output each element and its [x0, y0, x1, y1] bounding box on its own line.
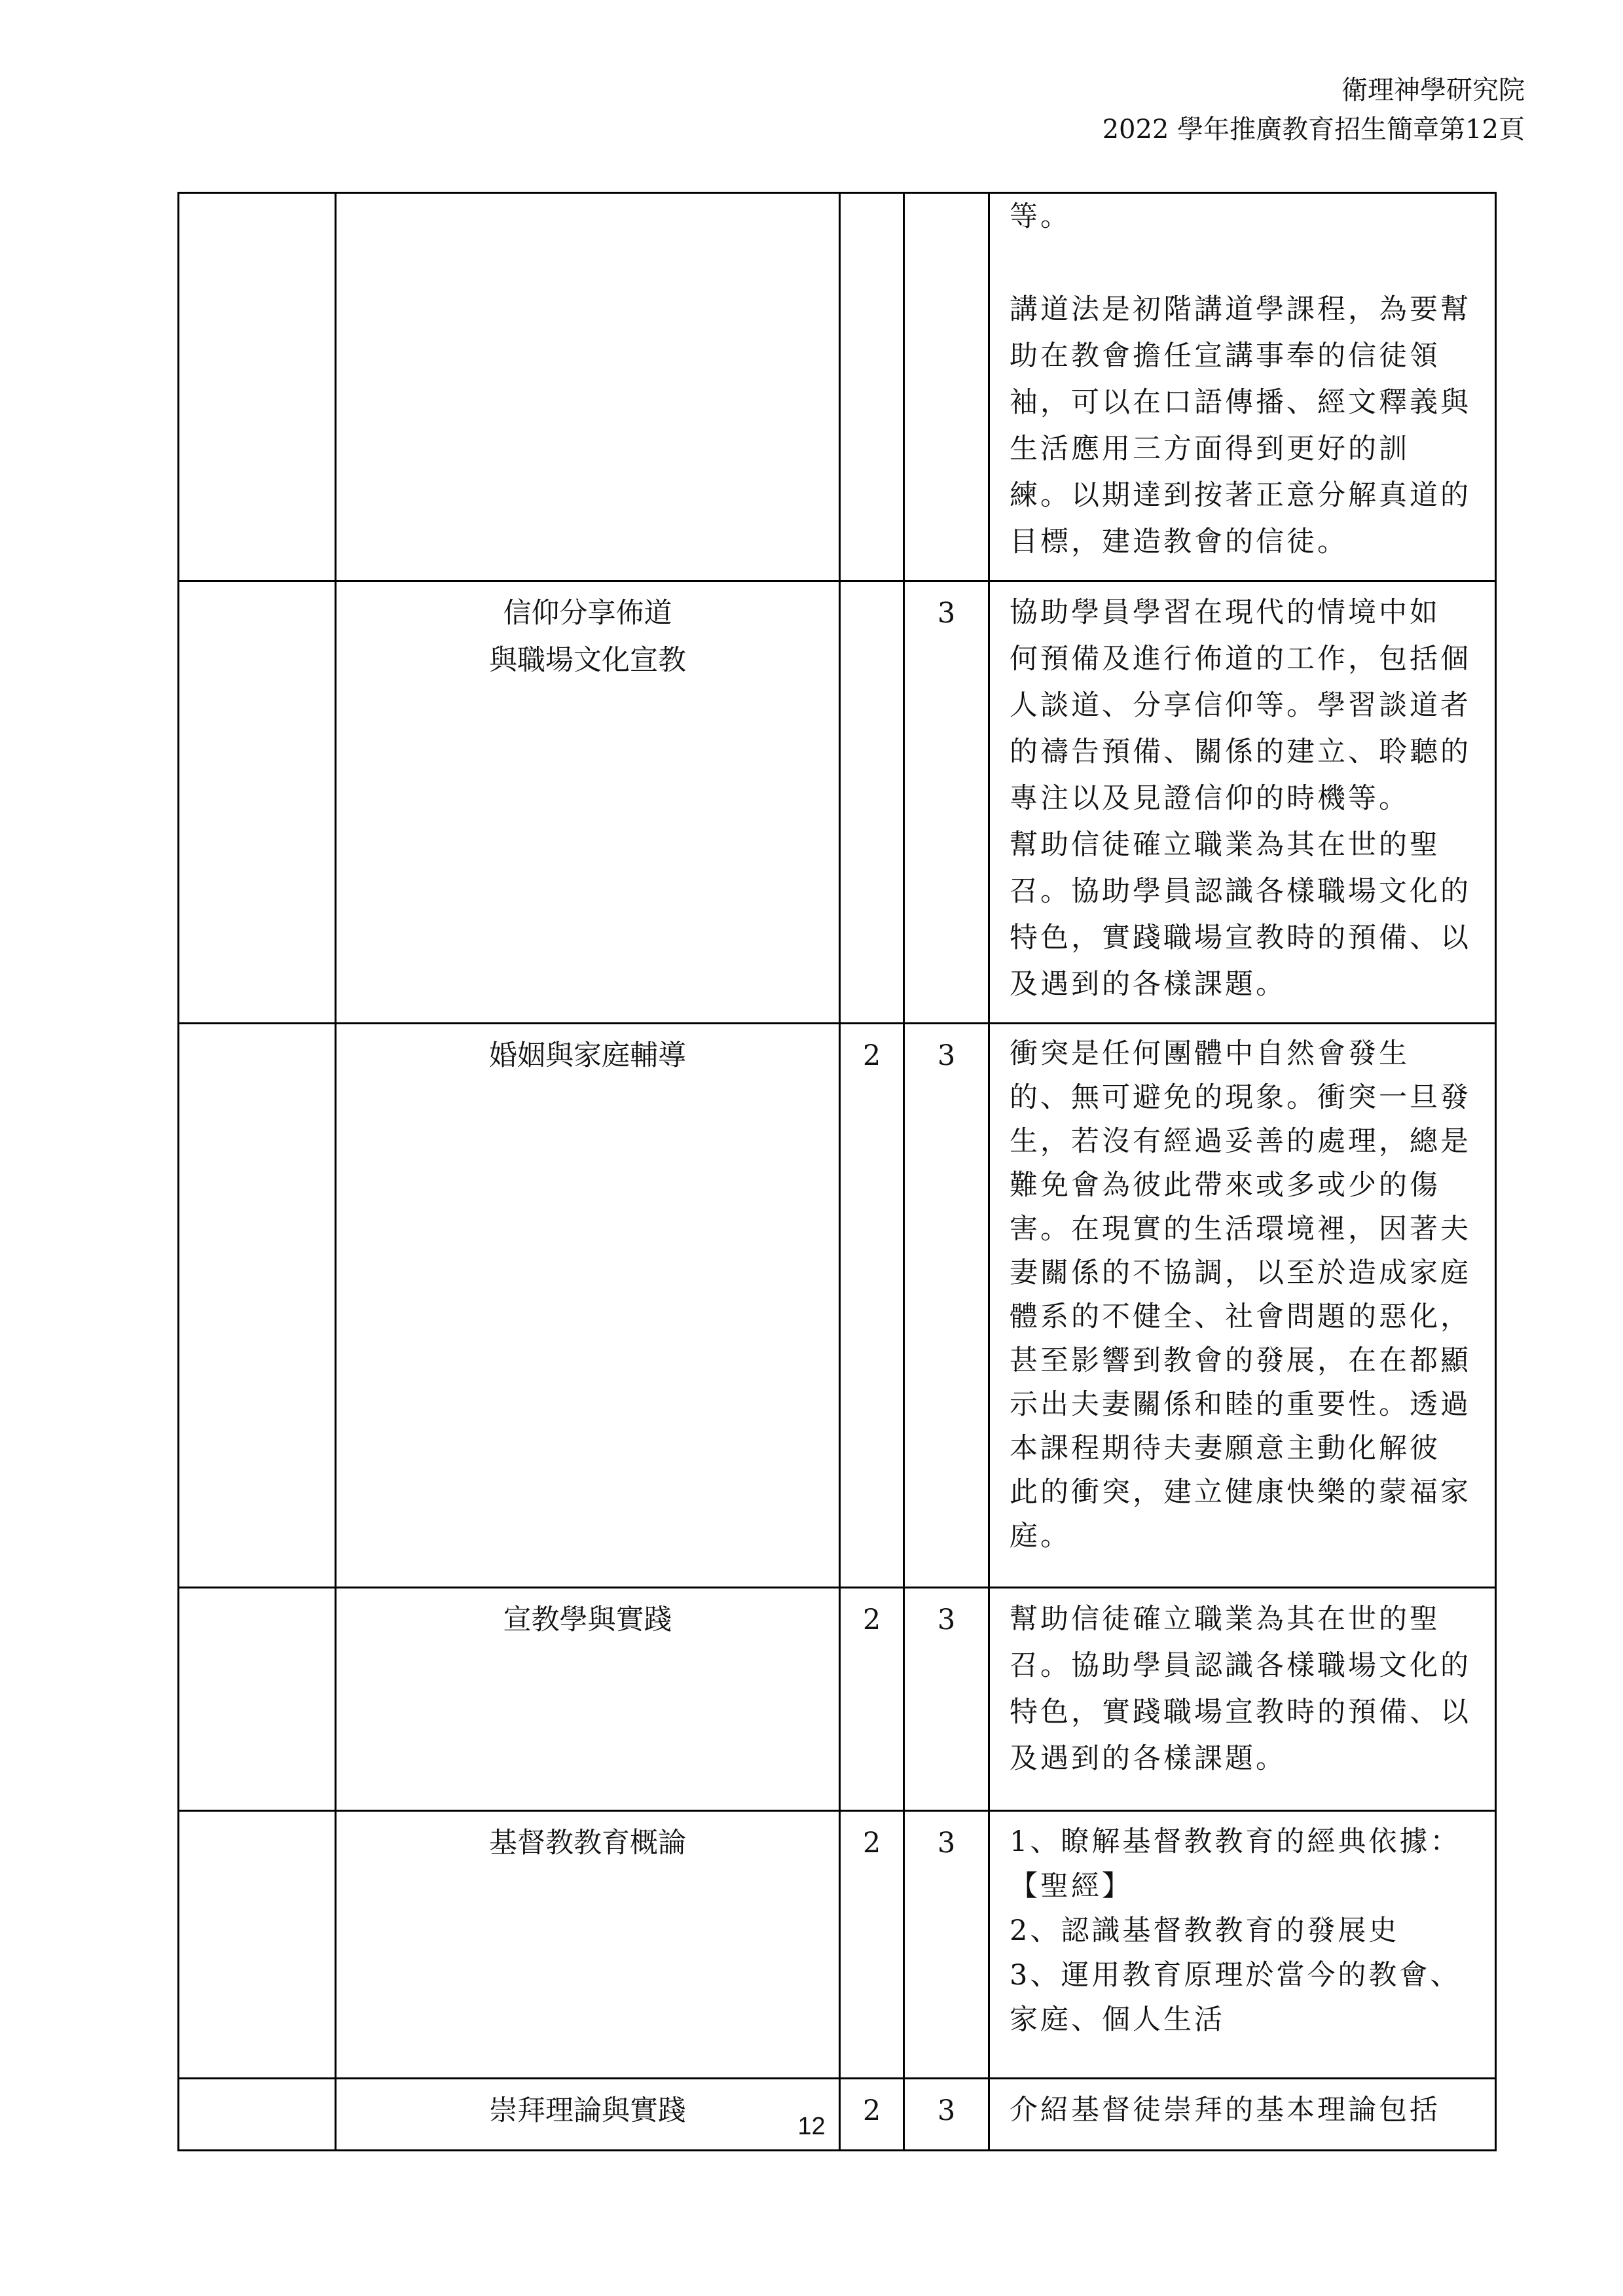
course-description: 協助學員學習在現代的情境中如 何預備及進行佈道的工作，包括個 人談道、分享信仰等。學習談道者 的禱告預備、關係的建立、聆聽的 專注以及見證信仰的時機等。 幫助信徒確立職業為其在世的聖 召。協助學員認識各樣職場文化的 特色，實踐職場宣教時的預備、以 及遇到的各樣課題。 — [989, 581, 1496, 1024]
hours-cell: 3 — [904, 1588, 989, 1811]
category-cell — [179, 193, 336, 581]
credit-cell: 2 — [840, 1588, 904, 1811]
hours-cell: 3 — [904, 581, 989, 1024]
institution-name: 衛理神學研究院 — [1341, 75, 1525, 105]
hours-cell — [904, 193, 989, 581]
credit-cell: 2 — [840, 1024, 904, 1588]
course-description: 等。 講道法是初階講道學課程，為要幫 助在教會擔任宣講事奉的信徒領 袖，可以在口語傳播、經文釋義與 生活應用三方面得到更好的訓 練。以期達到按著正意分解真道的 目標，建造教會的信徒。 — [989, 193, 1496, 581]
course-description: 介紹基督徒崇拜的基本理論包括 — [989, 2079, 1496, 2151]
category-cell — [179, 1811, 336, 2079]
course-description: 1、瞭解基督教教育的經典依據： 【聖經】 2、認識基督教教育的發展史 3、運用教育原理於當今的教會、 家庭、個人生活 — [989, 1811, 1496, 2079]
credit-cell: 2 — [840, 2079, 904, 2151]
course-name-cell: 基督教教育概論 — [336, 1811, 840, 2079]
credit-cell — [840, 193, 904, 581]
credit-cell — [840, 581, 904, 1024]
category-cell — [179, 1588, 336, 1811]
category-cell — [179, 581, 336, 1024]
table-row — [179, 193, 1496, 581]
course-description: 幫助信徒確立職業為其在世的聖 召。協助學員認識各樣職場文化的 特色，實踐職場宣教時的預備、以 及遇到的各樣課題。 — [989, 1588, 1496, 1811]
table-row — [179, 581, 1496, 1024]
hours-cell: 3 — [904, 1811, 989, 2079]
course-name-cell: 崇拜理論與實踐 — [336, 2079, 840, 2151]
brochure-page-label: 2022 學年推廣教育招生簡章第12頁 — [1102, 115, 1525, 145]
course-name-cell: 信仰分享佈道 與職場文化宣教 — [336, 581, 840, 1024]
course-name-cell — [336, 193, 840, 581]
hours-cell: 3 — [904, 2079, 989, 2151]
table-row — [179, 1024, 1496, 1588]
table-row — [179, 1588, 1496, 1811]
page-number: 12 — [797, 2113, 826, 2140]
credit-cell: 2 — [840, 1811, 904, 2079]
hours-cell: 3 — [904, 1024, 989, 1588]
page-header — [1103, 71, 1525, 149]
course-description: 衝突是任何團體中自然會發生 的、無可避免的現象。衝突一旦發 生，若沒有經過妥善的處理，總是 難免會為彼此帶來或多或少的傷 害。在現實的生活環境裡，因著夫 妻關係的不協調，以至於造成家庭 體系的不健全、社會問題的惡化， 甚至影響到教會的發展，在在都顯 示出夫妻關係和睦的重要性。透過 本課程期待夫妻願意主動化解彼 此的衝突，建立健康快樂的蒙福家 庭。 — [989, 1024, 1496, 1588]
category-cell — [179, 1024, 336, 1588]
course-name-cell: 婚姻與家庭輔導 — [336, 1024, 840, 1588]
table-row — [179, 1811, 1496, 2079]
course-name-cell: 宣教學與實踐 — [336, 1588, 840, 1811]
course-table — [177, 192, 1497, 2151]
